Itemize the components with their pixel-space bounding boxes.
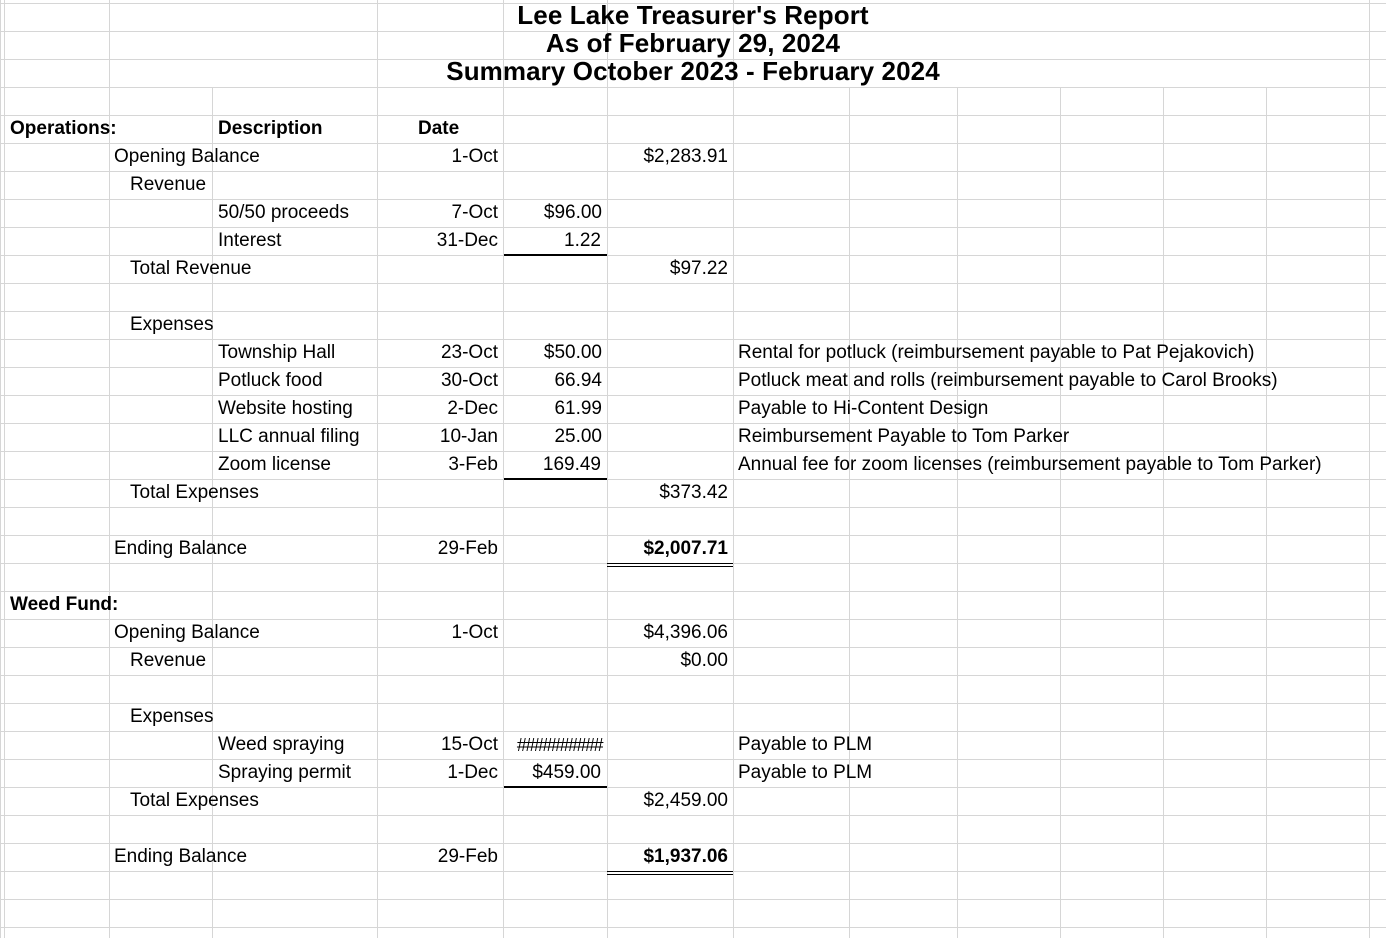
expense-item-description[interactable]: Zoom license: [218, 454, 331, 475]
total-expenses-label[interactable]: Total Expenses: [130, 482, 259, 503]
column-gridline: [1369, 0, 1370, 938]
expense-item-amount[interactable]: [504, 451, 607, 480]
total-expenses-amount[interactable]: $373.42: [659, 482, 728, 503]
weed-opening-balance-date[interactable]: 1-Oct: [451, 622, 498, 643]
revenue-item-description[interactable]: Interest: [218, 230, 282, 251]
expense-item-amount-value: 169.49: [542, 454, 601, 475]
expense-item-note[interactable]: Payable to Hi-Content Design: [738, 398, 989, 419]
expense-item-description[interactable]: Township Hall: [218, 342, 336, 363]
column-gridline: [733, 0, 734, 938]
revenue-item-amount-value: 1.22: [564, 230, 601, 251]
weed-expense-item-description[interactable]: Weed spraying: [218, 734, 345, 755]
expense-item-description[interactable]: LLC annual filing: [218, 426, 360, 447]
report-period[interactable]: Summary October 2023 - February 2024: [446, 56, 940, 86]
ending-balance-amount-value: $2,007.71: [643, 538, 728, 559]
expense-item-amount[interactable]: $50.00: [543, 342, 602, 363]
expense-item-date[interactable]: 2-Dec: [447, 398, 498, 419]
expenses-label[interactable]: Expenses: [130, 314, 214, 335]
column-gridline: [957, 88, 958, 938]
weed-opening-balance-amount[interactable]: $4,396.06: [643, 622, 728, 643]
expense-item-date[interactable]: 3-Feb: [448, 454, 498, 475]
expense-item-description[interactable]: Website hosting: [218, 398, 353, 419]
opening-balance-amount[interactable]: $2,283.91: [643, 146, 728, 167]
column-gridline: [377, 0, 378, 938]
expense-item-date[interactable]: 23-Oct: [440, 342, 498, 363]
revenue-item-date[interactable]: 7-Oct: [451, 202, 498, 223]
ending-balance-date[interactable]: 29-Feb: [437, 538, 498, 559]
description-header[interactable]: Description: [218, 118, 323, 139]
weed-expense-item-amount[interactable]: ##########: [516, 735, 602, 755]
column-gridline: [4, 0, 5, 938]
revenue-label[interactable]: Revenue: [130, 174, 207, 195]
weed-expense-item-description[interactable]: Spraying permit: [218, 762, 352, 783]
column-gridline: [849, 88, 850, 938]
revenue-item-amount[interactable]: $96.00: [543, 202, 602, 223]
column-gridline: [607, 0, 608, 938]
column-gridline: [1266, 88, 1267, 938]
weed-expense-item-date[interactable]: 15-Oct: [440, 734, 498, 755]
expense-item-amount[interactable]: 66.94: [554, 370, 602, 391]
weed-total-expenses-amount[interactable]: $2,459.00: [643, 790, 728, 811]
expense-item-note[interactable]: Rental for potluck (reimbursement payable to Pat Pejakovich): [738, 342, 1255, 363]
weed-expenses-label[interactable]: Expenses: [130, 706, 214, 727]
expense-item-description[interactable]: Potluck food: [218, 370, 323, 391]
weed-ending-balance-label[interactable]: Ending Balance: [114, 846, 248, 867]
expense-item-amount[interactable]: 25.00: [554, 426, 602, 447]
opening-balance-label[interactable]: Opening Balance: [114, 146, 260, 167]
column-gridline: [1163, 88, 1164, 938]
expense-item-date[interactable]: 30-Oct: [440, 370, 498, 391]
total-revenue-amount[interactable]: $97.22: [669, 258, 728, 279]
weed-opening-balance-label[interactable]: Opening Balance: [114, 622, 260, 643]
weed-expense-item-amount-value: $459.00: [532, 762, 601, 783]
expense-item-amount[interactable]: 61.99: [554, 398, 602, 419]
weed-total-expenses-label[interactable]: Total Expenses: [130, 790, 259, 811]
opening-balance-date[interactable]: 1-Oct: [451, 146, 498, 167]
weed-ending-balance-amount[interactable]: [607, 843, 733, 875]
expense-item-note[interactable]: Annual fee for zoom licenses (reimbursement payable to Tom Parker): [738, 454, 1322, 475]
weed-ending-balance-amount-value: $1,937.06: [643, 846, 728, 867]
expense-item-note[interactable]: Reimbursement Payable to Tom Parker: [738, 426, 1070, 447]
weed-expense-item-note[interactable]: Payable to PLM: [738, 734, 873, 755]
date-header[interactable]: Date: [418, 118, 460, 139]
weed-revenue-amount[interactable]: $0.00: [680, 650, 728, 671]
weed-expense-item-amount[interactable]: [504, 759, 607, 788]
report-title[interactable]: Lee Lake Treasurer's Report: [517, 0, 869, 30]
revenue-item-amount[interactable]: [504, 227, 607, 256]
weed-expense-item-date[interactable]: 1-Dec: [447, 762, 498, 783]
ending-balance-label[interactable]: Ending Balance: [114, 538, 248, 559]
total-revenue-label[interactable]: Total Revenue: [130, 258, 252, 279]
weed-ending-balance-date[interactable]: 29-Feb: [437, 846, 498, 867]
ending-balance-amount[interactable]: [607, 535, 733, 567]
report-date[interactable]: As of February 29, 2024: [545, 28, 841, 58]
operations-section-label[interactable]: Operations:: [10, 118, 117, 139]
expense-item-date[interactable]: 10-Jan: [439, 426, 498, 447]
column-gridline: [1060, 88, 1061, 938]
weed-revenue-label[interactable]: Revenue: [130, 650, 207, 671]
weed-expense-item-note[interactable]: Payable to PLM: [738, 762, 873, 783]
expense-item-note[interactable]: Potluck meat and rolls (reimbursement payable to Carol Brooks): [738, 370, 1278, 391]
revenue-item-date[interactable]: 31-Dec: [436, 230, 498, 251]
weed-fund-section-label[interactable]: Weed Fund:: [10, 594, 119, 615]
revenue-item-description[interactable]: 50/50 proceeds: [218, 202, 349, 223]
